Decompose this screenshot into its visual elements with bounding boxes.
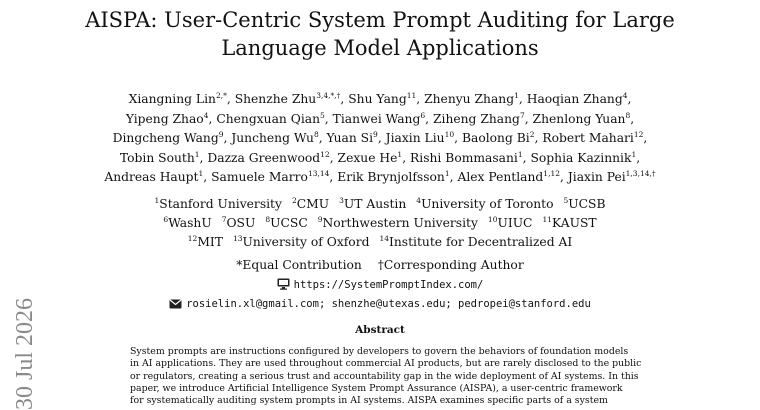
author-name	[527, 92, 628, 106]
author-name-text: Erik Brynjolfsson	[337, 170, 445, 184]
author-name-text: Robert Mahari	[542, 131, 634, 145]
affiliation-name: Stanford University	[159, 197, 282, 211]
author-name	[338, 151, 403, 165]
author-name	[104, 170, 203, 184]
author-name-text: Samuele Marro	[211, 170, 308, 184]
author-name-text: Andreas Haupt	[104, 170, 199, 184]
affiliation-name: OSU	[226, 216, 256, 230]
author-list	[95, 90, 665, 188]
affiliation-line-1	[90, 195, 670, 215]
author-name	[207, 151, 329, 165]
affiliation-name: UIUC	[497, 216, 533, 230]
author-affiliation-mark: 5	[320, 110, 325, 120]
affiliation-number: 11	[542, 214, 553, 224]
author-name-text: Zhenyu Zhang	[424, 92, 515, 106]
author-name	[333, 112, 426, 126]
author-affiliation-mark: 9	[218, 129, 224, 139]
project-url-link[interactable]: https://SystemPromptIndex.com/	[293, 279, 484, 291]
abstract-body	[130, 346, 642, 407]
affiliation-number: 5	[563, 195, 569, 205]
author-affiliation-mark: 1,3,14,†	[625, 168, 656, 178]
author-name-text: Tobin South	[119, 150, 195, 165]
affiliation-name: UT Austin	[343, 197, 407, 211]
author-name	[386, 131, 454, 145]
affiliation-item	[542, 216, 596, 230]
affiliation-number: 4	[416, 195, 422, 205]
author-affiliation-mark: 1	[194, 149, 200, 159]
author-name	[424, 92, 519, 106]
affiliation-item	[154, 197, 281, 211]
envelope-icon	[169, 299, 182, 312]
author-name	[231, 131, 318, 145]
author-name-text: Jiaxin Pei	[567, 170, 626, 184]
author-affiliation-mark: 2	[529, 129, 535, 139]
author-name-text: Sophia Kazinnik	[530, 150, 632, 165]
author-name-text: Shu Yang	[348, 92, 407, 106]
author-affiliation-mark: 8	[313, 129, 319, 139]
author-affiliation-mark: 13,14	[307, 168, 330, 178]
affiliation-name: Northwestern University	[322, 216, 478, 230]
author-affiliation-mark: 10	[444, 129, 455, 139]
author-affiliation-mark: 1	[198, 168, 204, 178]
affiliation-item	[188, 235, 223, 249]
author-name	[129, 92, 227, 106]
author-name-text: Yipeng Zhao	[125, 111, 204, 126]
corresponding-author-note: †Corresponding Author	[377, 258, 524, 272]
affiliation-number: 13	[232, 233, 243, 243]
author-name-text: Shenzhe Zhu	[234, 92, 317, 106]
affiliation-name: UCSC	[270, 216, 308, 230]
affiliation-number: 12	[187, 233, 198, 243]
author-affiliation-mark: 9	[373, 129, 378, 139]
author-emails: rosielin.xl@gmail.com; shenzhe@utexas.edu; pedropei@stanford.edu	[186, 298, 591, 310]
author-name	[327, 131, 378, 145]
abstract-line: or regulators, creating a serious trust and accountability gap in the wide deployment of AI systems. In this	[130, 370, 639, 382]
author-name-text: Jiaxin Liu	[385, 131, 445, 145]
author-affiliation-mark: 1	[397, 149, 403, 159]
affiliation-item	[163, 216, 211, 230]
author-affiliation-mark: 11	[406, 90, 417, 100]
author-name-text: Haoqian Zhang	[526, 92, 623, 106]
author-name-text: Chengxuan Qian	[216, 111, 321, 126]
author-name-text: Dazza Greenwood	[207, 150, 321, 165]
affiliation-number: 7	[221, 214, 227, 224]
author-name	[120, 151, 200, 165]
author-affiliation-mark: 12	[633, 129, 644, 139]
paper-title-line-1: AISPA: User-Centric System Prompt Auditing for Large	[85, 8, 675, 32]
affiliation-number: 1	[154, 195, 160, 205]
affiliation-item	[416, 197, 553, 211]
author-name-text: Ziheng Zhang	[432, 111, 520, 126]
affiliation-number: 6	[163, 214, 169, 224]
author-affiliation-mark: 6	[420, 110, 426, 120]
affiliation-item	[222, 216, 256, 230]
author-affiliation-mark: 7	[519, 110, 525, 120]
author-name-text: Dingcheng Wang	[112, 131, 219, 145]
author-affiliation-mark: 3,4,*,†	[316, 90, 341, 100]
author-name	[457, 170, 560, 184]
author-affiliation-mark: 1	[444, 168, 450, 178]
affiliation-name: KAUST	[552, 216, 597, 230]
author-name-text: Zexue He	[337, 150, 398, 165]
affiliation-name: University of Toronto	[421, 197, 554, 211]
affiliation-line-3	[90, 233, 670, 253]
author-name-text: Zhenlong Yuan	[532, 111, 626, 126]
author-name	[126, 112, 209, 126]
author-affiliation-mark: 1	[517, 149, 523, 159]
affiliation-item	[292, 197, 329, 211]
author-name-text: Yuan Si	[326, 131, 374, 145]
author-name	[542, 131, 643, 145]
contribution-notes	[0, 258, 760, 272]
author-name	[568, 170, 656, 184]
author-name	[433, 112, 525, 126]
author-line: Tobin South$^1$, Dazza Greenwood$^{12}$, Zexue He$^1$, Rishi Bommasani$^1$, Sophia Kazinnik$^1$,	[119, 149, 641, 165]
author-name	[462, 131, 535, 145]
author-name-text: Baolong Bi	[461, 131, 530, 145]
project-url-row	[0, 278, 760, 293]
author-name	[337, 170, 449, 184]
author-name	[533, 112, 631, 126]
author-name-text: Alex Pentland	[457, 170, 544, 184]
abstract-line: System prompts are instructions configured by developers to govern the behaviors of foundation models	[130, 346, 629, 357]
affiliation-item	[488, 216, 533, 230]
author-name	[410, 151, 523, 165]
author-line: Andreas Haupt$^1$, Samuele Marro$^{13,14}$, Erik Brynjolfsson$^1$, Alex Pentland$^{1,12}$, Jiaxin Pei$^{1,3,14,\dagger}$	[104, 168, 656, 184]
affiliation-number: 8	[265, 214, 271, 224]
affiliation-number: 2	[291, 195, 297, 205]
author-affiliation-mark: 1	[514, 90, 519, 100]
arxiv-date-stamp: 30 Jul 2026	[12, 297, 38, 410]
author-name-text: Xiangning Lin	[128, 92, 216, 106]
author-name-text: Juncheng Wu	[231, 131, 314, 145]
affiliation-item	[563, 197, 605, 211]
author-affiliation-mark: 4	[203, 110, 209, 120]
affiliation-name: MIT	[197, 235, 223, 249]
author-name	[113, 131, 224, 145]
paper-title-line-2: Language Model Applications	[221, 36, 539, 60]
author-name-text: Tianwei Wang	[332, 111, 421, 126]
author-line: Dingcheng Wang$^9$, Juncheng Wu$^8$, Yuan Si$^9$, Jiaxin Liu$^{10}$, Baolong Bi$^2$, Robert Mahari$^{12}$,	[112, 129, 648, 145]
author-name	[235, 92, 341, 106]
author-name	[211, 170, 329, 184]
abstract-line: paper, we introduce Artificial Intelligence System Prompt Assurance (AISPA), a user-centric framework	[130, 382, 623, 394]
author-line: Xiangning Lin$^{2,*}$, Shenzhe Zhu$^{3,4,*,\dagger}$, Shu Yang$^{11}$, Zhenyu Zhang$^1$, Haoqian Zhang$^4$,	[128, 90, 632, 106]
abstract-line: in AI applications. They are used throughout commercial AI products, but are rarely disclosed to the public	[130, 358, 642, 370]
affiliation-name: University of Oxford	[242, 235, 370, 249]
affiliation-item	[379, 235, 572, 249]
affiliation-item	[339, 197, 406, 211]
abstract-line: for systematically auditing system prompts in AI systems. AISPA examines specific parts of a system	[130, 395, 608, 407]
author-affiliation-mark: 2,*	[215, 90, 227, 100]
author-line: Yipeng Zhao$^4$, Chengxuan Qian$^5$, Tianwei Wang$^6$, Ziheng Zhang$^7$, Zhenlong Yuan$^8$,	[125, 110, 635, 126]
equal-contribution-note: *Equal Contribution	[236, 258, 362, 272]
affiliation-name: CMU	[296, 197, 330, 211]
author-affiliation-mark: 1	[631, 149, 637, 159]
author-name	[216, 112, 324, 126]
author-affiliation-mark: 1,12	[543, 168, 560, 178]
affiliation-line-2	[90, 214, 670, 234]
email-row	[0, 298, 760, 312]
affiliation-item	[318, 216, 478, 230]
abstract-heading: Abstract	[355, 324, 405, 336]
author-affiliation-mark: 4	[622, 90, 628, 100]
affiliation-number: 14	[379, 233, 390, 243]
affiliation-name: WashU	[168, 216, 212, 230]
monitor-icon	[277, 278, 290, 293]
affiliation-item	[233, 235, 370, 249]
affiliation-number: 9	[317, 214, 323, 224]
author-name	[530, 151, 636, 165]
affiliation-number: 10	[487, 214, 498, 224]
author-name	[348, 92, 416, 106]
author-affiliation-mark: 8	[625, 110, 631, 120]
author-name-text: Rishi Bommasani	[410, 150, 518, 165]
affiliation-name: UCSB	[568, 197, 606, 211]
affiliation-number: 3	[339, 195, 344, 205]
affiliation-name: Institute for Decentralized AI	[389, 235, 573, 249]
author-affiliation-mark: 12	[320, 149, 330, 159]
affiliation-item	[265, 216, 307, 230]
